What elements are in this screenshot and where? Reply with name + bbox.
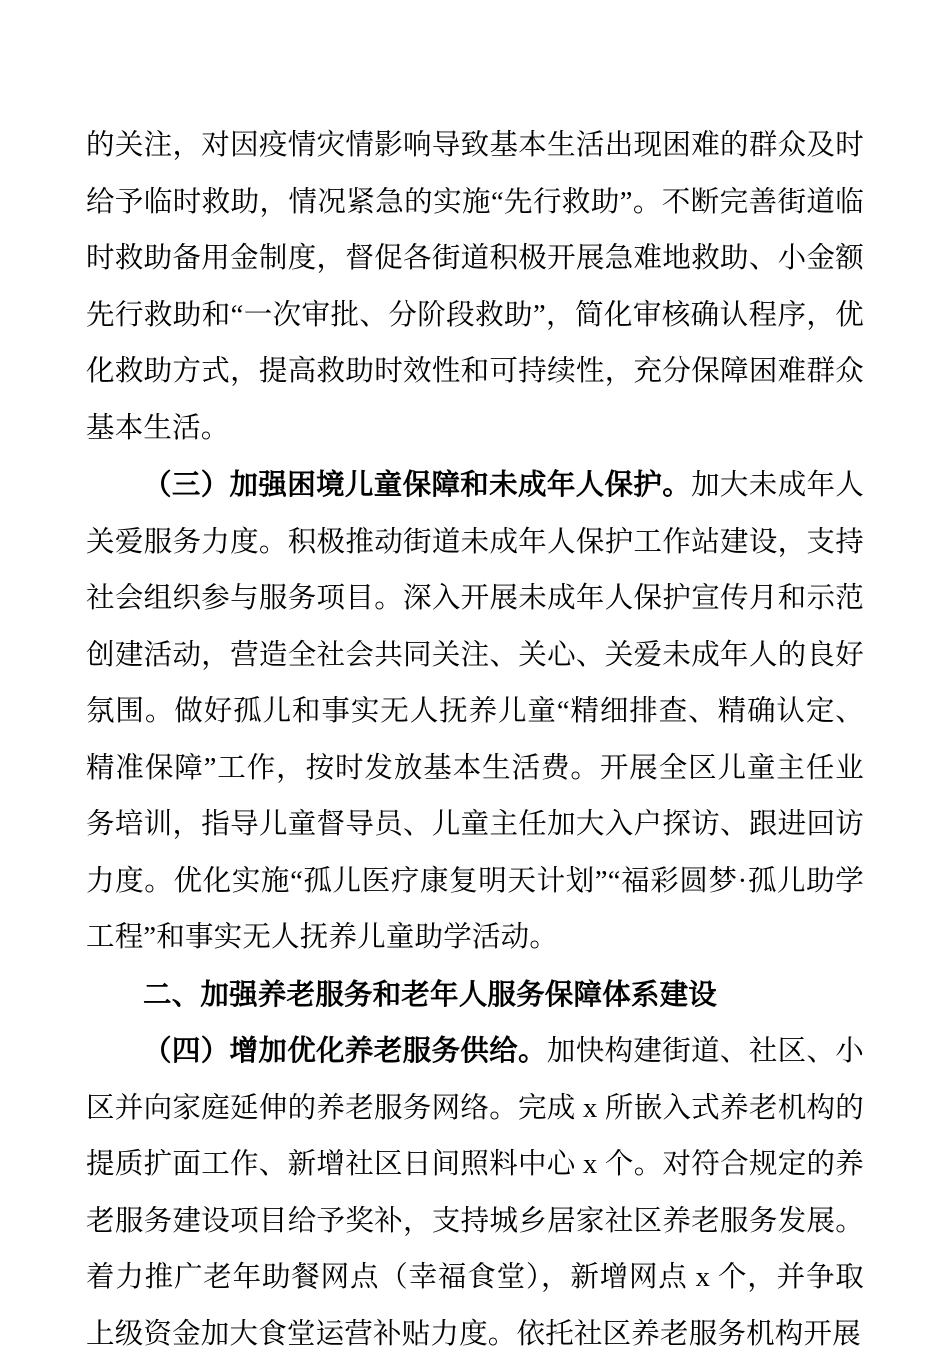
paragraph-item-four [86, 1023, 864, 1363]
paragraph-item-four-lead: （四）增加优化养老服务供给。 [143, 1035, 547, 1067]
paragraph-item-three [86, 457, 864, 967]
document-body [86, 118, 864, 1363]
paragraph-item-three-text: 加大未成年人关爱服务力度。积极推动街道未成年人保护工作站建设，支持社会组织参与服务项目。深入开展未成年人保护宣传月和示范创建活动，营造全社会共同关注、关心、关爱未成年人的良好氛围。做好孤儿和事实无人抚养儿童“精细排查、精确认定、精准保障”工作，按时发放基本生活费。开展全区儿童主任业务培训，指导儿童督导员、儿童主任加大入户探访、跟进回访力度。优化实施“孤儿医疗康复明天计划”“福彩圆梦·孤儿助学工程”和事实无人抚养儿童助学活动。 [86, 470, 864, 953]
paragraph-continuation: 的关注，对因疫情灾情影响导致基本生活出现困难的群众及时给予临时救助，情况紧急的实施“先行救助”。不断完善街道临时救助备用金制度，督促各街道积极开展急难地救助、小金额先行救助和“一次审批、分阶段救助”，简化审核确认程序，优化救助方式，提高救助时效性和可持续性，充分保障困难群众基本生活。 [86, 130, 864, 444]
heading-section-two: 二、加强养老服务和老年人服务保障体系建设 [143, 978, 718, 1011]
paragraph-item-four-text: 加快构建街道、社区、小区并向家庭延伸的养老服务网络。完成 x 所嵌入式养老机构的提质扩面工作、新增社区日间照料中心 x 个。对符合规定的养老服务建设项目给予奖补，支持城乡居家社区养老服务发展。着力推广老年助餐网点（幸福食堂），新增网点 x 个，并争取上级资金加大食堂运营补贴力度。依托社区养老服务机构开展 [86, 1036, 864, 1350]
paragraph-item-three-lead: （三）加强困境儿童保障和未成年人保护。 [143, 469, 692, 501]
